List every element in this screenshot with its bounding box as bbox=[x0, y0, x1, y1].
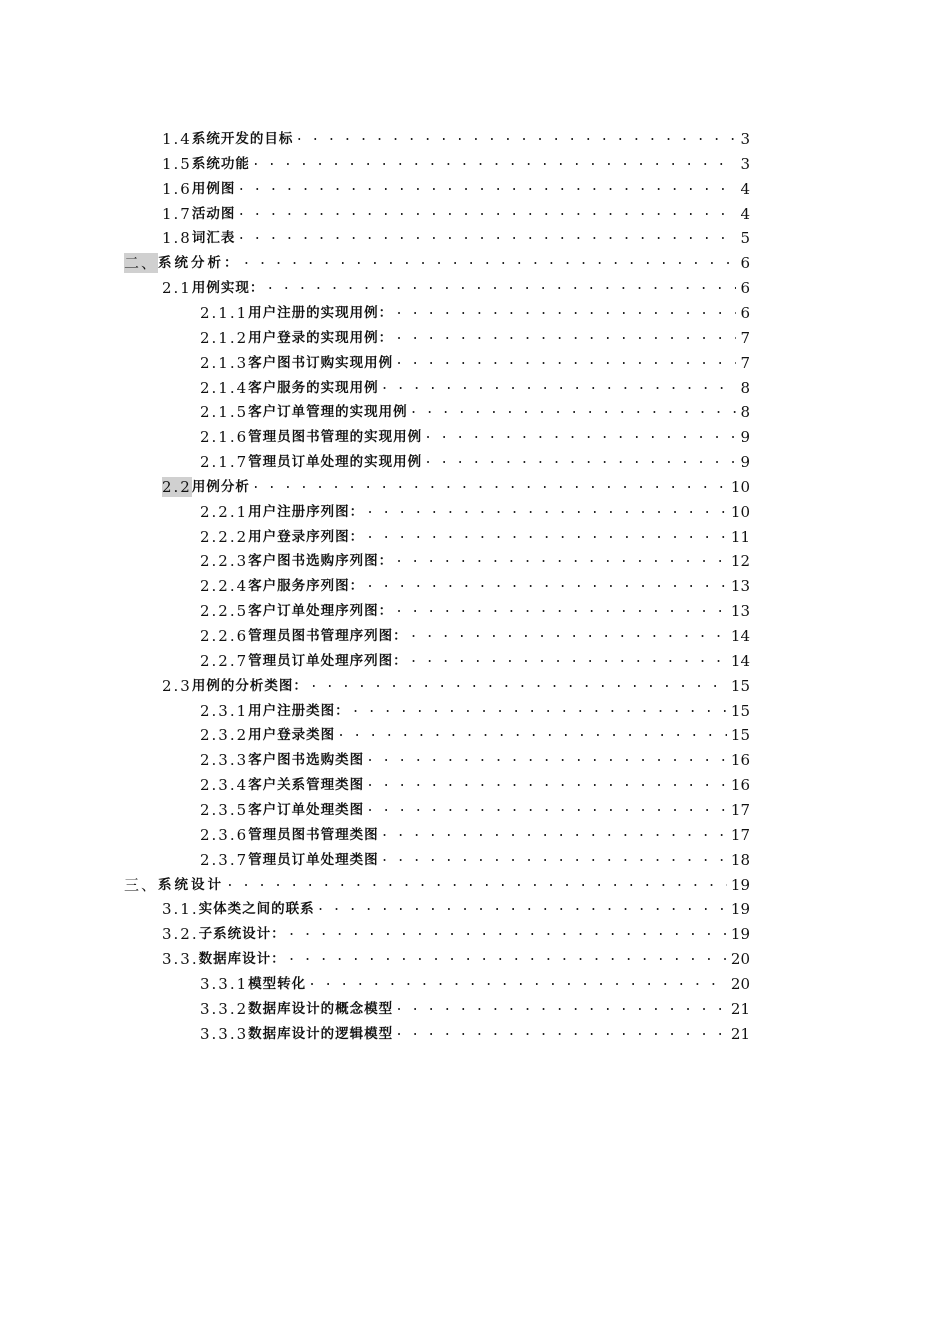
toc-entry-number: 2.3.2 bbox=[200, 726, 249, 744]
toc-entry-page-number: 8 bbox=[740, 403, 750, 421]
toc-entry-title: 系统设计 bbox=[158, 877, 225, 893]
dot-leader bbox=[395, 353, 736, 373]
dot-leader bbox=[243, 253, 736, 273]
toc-entry-number: 2.3.4 bbox=[200, 776, 249, 794]
toc-entry-title: 用户登录序列图： bbox=[248, 529, 365, 545]
toc-entry-number: 2.1.7 bbox=[200, 453, 249, 471]
dot-leader bbox=[252, 477, 727, 497]
toc-entry-page-number: 6 bbox=[740, 279, 750, 297]
toc-entry-number: 1.8 bbox=[162, 229, 192, 247]
dot-leader bbox=[381, 378, 736, 398]
toc-entry-title: 数据库设计的逻辑模型 bbox=[248, 1026, 394, 1042]
toc-entry-title: 客户服务序列图： bbox=[248, 578, 365, 594]
toc-entry-number: 2.2.3 bbox=[200, 552, 249, 570]
toc-entry-number: 2.3.7 bbox=[200, 851, 249, 869]
dot-leader bbox=[366, 800, 727, 820]
dot-leader bbox=[226, 875, 727, 895]
toc-entry-page-number: 6 bbox=[740, 304, 750, 322]
toc-entry-title: 用例实现： bbox=[191, 280, 265, 296]
toc-entry-page-number: 20 bbox=[730, 950, 750, 968]
dot-leader bbox=[395, 999, 727, 1019]
toc-entry-page-number: 7 bbox=[740, 329, 750, 347]
toc-entry-page-number: 14 bbox=[730, 627, 750, 645]
toc-entry-page-number: 8 bbox=[740, 379, 750, 397]
toc-entry-number: 三、 bbox=[124, 876, 159, 894]
toc-entry-page-number: 10 bbox=[730, 503, 750, 521]
toc-entry[interactable] bbox=[162, 472, 750, 497]
toc-entry-title: 客户图书选购序列图： bbox=[248, 553, 394, 569]
toc-entry[interactable] bbox=[200, 397, 750, 422]
toc-entry-title: 模型转化 bbox=[248, 976, 307, 992]
toc-entry-title: 用户登录类图 bbox=[248, 727, 336, 743]
toc-entry-number: 1.7 bbox=[162, 205, 192, 223]
dot-leader bbox=[366, 502, 727, 522]
toc-entry[interactable] bbox=[200, 696, 750, 721]
toc-entry[interactable] bbox=[200, 1019, 750, 1044]
dot-leader bbox=[395, 328, 736, 348]
toc-entry-number: 2.2.1 bbox=[200, 503, 249, 521]
dot-leader bbox=[395, 601, 727, 621]
toc-entry-page-number: 9 bbox=[740, 428, 750, 446]
dot-leader bbox=[352, 701, 727, 721]
toc-entry-number: 1.5 bbox=[162, 155, 192, 173]
toc-entry-title: 管理员订单处理的实现用例 bbox=[248, 454, 423, 470]
toc-entry[interactable] bbox=[200, 795, 750, 820]
dot-leader bbox=[424, 452, 736, 472]
toc-entry-number: 2.2.6 bbox=[200, 627, 249, 645]
toc-entry[interactable] bbox=[200, 447, 750, 472]
toc-entry[interactable] bbox=[200, 820, 750, 845]
toc-entry-title: 用例分析 bbox=[191, 479, 250, 495]
toc-entry[interactable] bbox=[200, 770, 750, 795]
toc-entry-page-number: 16 bbox=[730, 776, 750, 794]
toc-entry-page-number: 3 bbox=[740, 155, 750, 173]
toc-entry-page-number: 14 bbox=[730, 652, 750, 670]
dot-leader bbox=[308, 974, 727, 994]
toc-entry-number: 2.1 bbox=[162, 279, 192, 297]
toc-entry[interactable] bbox=[162, 199, 750, 224]
dot-leader bbox=[237, 204, 736, 224]
toc-entry[interactable] bbox=[200, 596, 750, 621]
toc-entry-number: 二、 bbox=[124, 254, 159, 272]
toc-entry[interactable] bbox=[162, 223, 750, 248]
toc-entry-number: 2.3 bbox=[162, 677, 192, 695]
toc-entry[interactable] bbox=[200, 522, 750, 547]
toc-entry[interactable] bbox=[162, 174, 750, 199]
toc-entry-title: 客户图书选购类图 bbox=[248, 752, 365, 768]
toc-entry-page-number: 18 bbox=[730, 851, 750, 869]
toc-entry-title: 客户订单管理的实现用例 bbox=[248, 404, 408, 420]
dot-leader bbox=[366, 750, 727, 770]
toc-entry-number: 3.3.1 bbox=[200, 975, 249, 993]
toc-entry-number: 2.1.3 bbox=[200, 354, 249, 372]
toc-entry-number: 2.2 bbox=[162, 478, 192, 496]
dot-leader bbox=[237, 179, 736, 199]
toc-entry-page-number: 19 bbox=[730, 925, 750, 943]
toc-entry-page-number: 4 bbox=[740, 205, 750, 223]
toc-entry-number: 3.3.2 bbox=[200, 1000, 249, 1018]
toc-entry-page-number: 15 bbox=[730, 726, 750, 744]
toc-entry-page-number: 15 bbox=[730, 677, 750, 695]
toc-entry-title: 用例的分析类图： bbox=[191, 678, 308, 694]
toc-entry-title: 管理员图书管理的实现用例 bbox=[248, 429, 423, 445]
toc-entry-title: 实体类之间的联系 bbox=[198, 901, 315, 917]
toc-entry-number: 1.6 bbox=[162, 180, 192, 198]
dot-leader bbox=[424, 427, 736, 447]
toc-entry-title: 用户注册类图： bbox=[248, 703, 350, 719]
toc-entry-page-number: 20 bbox=[730, 975, 750, 993]
toc-entry-title: 管理员图书管理类图 bbox=[248, 827, 379, 843]
toc-entry[interactable] bbox=[200, 373, 750, 398]
toc-entry[interactable] bbox=[200, 845, 750, 870]
toc-entry-number: 3.2. bbox=[162, 925, 199, 943]
toc-entry-page-number: 4 bbox=[740, 180, 750, 198]
toc-entry[interactable] bbox=[200, 571, 750, 596]
toc-entry-number: 2.2.5 bbox=[200, 602, 249, 620]
toc-entry-number: 2.2.7 bbox=[200, 652, 249, 670]
toc-entry-number: 3.3. bbox=[162, 950, 199, 968]
toc-entry-title: 用户注册的实现用例： bbox=[248, 305, 394, 321]
toc-entry-page-number: 7 bbox=[740, 354, 750, 372]
toc-entry[interactable] bbox=[200, 323, 750, 348]
dot-leader bbox=[395, 1024, 727, 1044]
toc-entry-title: 系统功能 bbox=[191, 156, 250, 172]
toc-entry-title: 词汇表 bbox=[191, 230, 236, 246]
toc-entry[interactable] bbox=[200, 621, 750, 646]
toc-entry-number: 2.1.1 bbox=[200, 304, 249, 322]
toc-entry[interactable] bbox=[200, 646, 750, 671]
toc-entry[interactable] bbox=[162, 944, 750, 969]
dot-leader bbox=[266, 278, 736, 298]
toc-entry[interactable] bbox=[124, 248, 750, 273]
dot-leader bbox=[366, 576, 727, 596]
toc-entry-number: 2.2.2 bbox=[200, 528, 249, 546]
dot-leader bbox=[410, 651, 727, 671]
toc-entry-number: 2.3.6 bbox=[200, 826, 249, 844]
toc-entry-title: 子系统设计： bbox=[198, 926, 286, 942]
toc-entry[interactable] bbox=[200, 422, 750, 447]
toc-entry-title: 系统开发的目标 bbox=[191, 131, 294, 147]
toc-entry[interactable] bbox=[162, 919, 750, 944]
toc-entry-number: 2.2.4 bbox=[200, 577, 249, 595]
toc-entry-number: 3.3.3 bbox=[200, 1025, 249, 1043]
toc-entry-page-number: 19 bbox=[730, 900, 750, 918]
toc-entry-page-number: 9 bbox=[740, 453, 750, 471]
toc-entry[interactable] bbox=[162, 273, 750, 298]
toc-entry-page-number: 16 bbox=[730, 751, 750, 769]
dot-leader bbox=[288, 949, 727, 969]
toc-entry-number: 2.1.4 bbox=[200, 379, 249, 397]
toc-entry[interactable] bbox=[124, 870, 750, 895]
toc-entry-title: 用户注册序列图： bbox=[248, 504, 365, 520]
toc-entry-title: 系统分析： bbox=[158, 255, 241, 271]
toc-entry[interactable] bbox=[162, 124, 750, 149]
toc-entry[interactable] bbox=[200, 745, 750, 770]
toc-entry[interactable] bbox=[200, 298, 750, 323]
toc-entry-page-number: 5 bbox=[740, 229, 750, 247]
toc-entry[interactable] bbox=[200, 994, 750, 1019]
dot-leader bbox=[366, 775, 727, 795]
toc-entry-page-number: 21 bbox=[730, 1000, 750, 1018]
toc-entry-number: 2.3.3 bbox=[200, 751, 249, 769]
toc-entry[interactable] bbox=[200, 720, 750, 745]
toc-entry-number: 2.1.5 bbox=[200, 403, 249, 421]
dot-leader bbox=[237, 228, 736, 248]
toc-entry[interactable] bbox=[200, 546, 750, 571]
toc-entry-page-number: 17 bbox=[730, 826, 750, 844]
toc-entry-number: 2.1.2 bbox=[200, 329, 249, 347]
toc-entry-page-number: 17 bbox=[730, 801, 750, 819]
toc-entry-title: 客户服务的实现用例 bbox=[248, 380, 379, 396]
toc-entry-title: 数据库设计的概念模型 bbox=[248, 1001, 394, 1017]
dot-leader bbox=[381, 825, 727, 845]
toc-entry-page-number: 13 bbox=[730, 602, 750, 620]
toc-entry-page-number: 3 bbox=[740, 130, 750, 148]
toc-entry-title: 客户关系管理类图 bbox=[248, 777, 365, 793]
toc-entry-page-number: 13 bbox=[730, 577, 750, 595]
dot-leader bbox=[252, 154, 736, 174]
dot-leader bbox=[410, 402, 736, 422]
toc-entry-title: 数据库设计： bbox=[198, 951, 286, 967]
toc-entry-page-number: 10 bbox=[730, 478, 750, 496]
toc-entry-number: 1.4 bbox=[162, 130, 192, 148]
toc-entry-number: 3.1. bbox=[162, 900, 199, 918]
toc-entry-title: 管理员订单处理序列图： bbox=[248, 653, 408, 669]
toc-entry-page-number: 15 bbox=[730, 702, 750, 720]
dot-leader bbox=[310, 676, 727, 696]
toc-entry-page-number: 11 bbox=[730, 528, 750, 546]
dot-leader bbox=[288, 924, 727, 944]
toc-entry-title: 管理员图书管理序列图： bbox=[248, 628, 408, 644]
toc-entry-page-number: 19 bbox=[730, 876, 750, 894]
toc-entry-number: 2.1.6 bbox=[200, 428, 249, 446]
toc-entry-title: 用户登录的实现用例： bbox=[248, 330, 394, 346]
toc-entry-page-number: 12 bbox=[730, 552, 750, 570]
toc-entry-page-number: 21 bbox=[730, 1025, 750, 1043]
toc-entry[interactable] bbox=[200, 969, 750, 994]
dot-leader bbox=[337, 725, 727, 745]
toc-entry-page-number: 6 bbox=[740, 254, 750, 272]
toc-entry-title: 客户订单处理类图 bbox=[248, 802, 365, 818]
toc-entry[interactable] bbox=[200, 348, 750, 373]
toc-entry-title: 管理员订单处理类图 bbox=[248, 852, 379, 868]
toc-entry-title: 活动图 bbox=[191, 206, 236, 222]
toc-entry-title: 用例图 bbox=[191, 181, 236, 197]
dot-leader bbox=[317, 899, 727, 919]
dot-leader bbox=[410, 626, 727, 646]
dot-leader bbox=[395, 551, 727, 571]
toc-entry[interactable] bbox=[162, 894, 750, 919]
toc-entry-number: 2.3.5 bbox=[200, 801, 249, 819]
dot-leader bbox=[381, 850, 727, 870]
dot-leader bbox=[366, 527, 727, 547]
toc-entry-title: 客户订单处理序列图： bbox=[248, 603, 394, 619]
dot-leader bbox=[395, 303, 736, 323]
toc-entry-number: 2.3.1 bbox=[200, 702, 249, 720]
toc-entry[interactable] bbox=[162, 671, 750, 696]
toc-entry-title: 客户图书订购实现用例 bbox=[248, 355, 394, 371]
dot-leader bbox=[295, 129, 736, 149]
toc-entry[interactable] bbox=[200, 497, 750, 522]
toc-entry[interactable] bbox=[162, 149, 750, 174]
